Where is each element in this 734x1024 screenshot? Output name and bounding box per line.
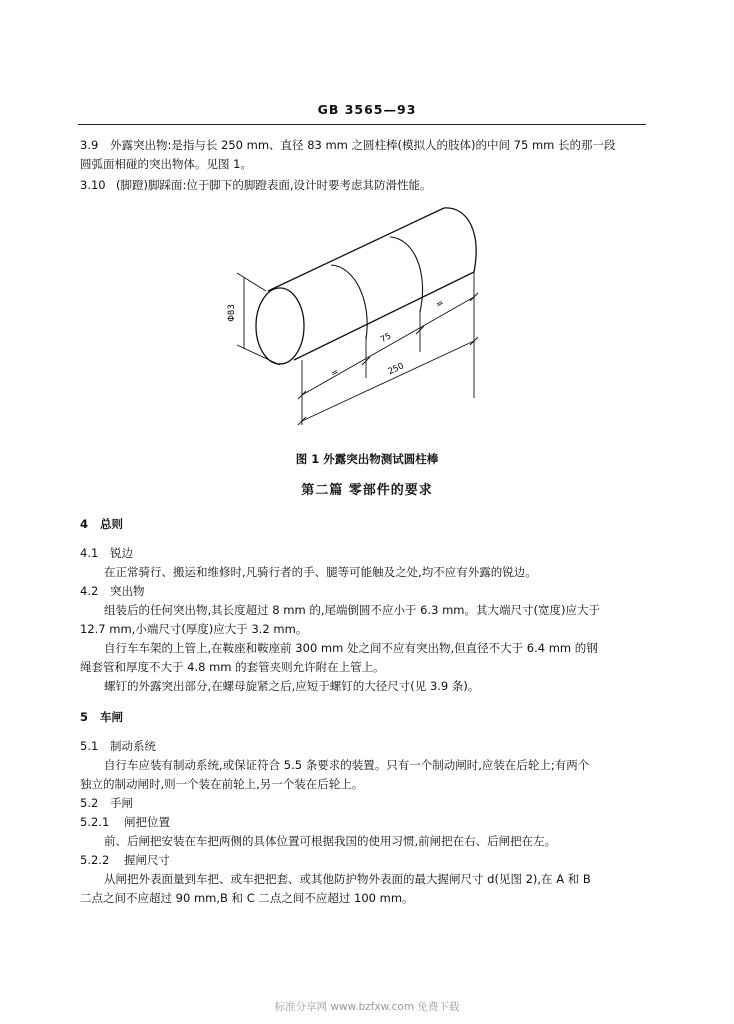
- section-5-number: 5: [80, 710, 89, 724]
- section-5-2-1-text: 前、后闸把安装在车把两侧的具体位置可根据我国的使用习惯,前闸把在右、后闸把在左。: [104, 834, 557, 848]
- section-5-2-2-number: 5.2.2: [80, 853, 110, 867]
- dimension-75-label: 75: [378, 331, 394, 346]
- section-4-2-number: 4.2: [80, 584, 99, 598]
- section-4-title: 总则: [100, 517, 123, 531]
- section-3-10-number: 3.10: [80, 178, 106, 192]
- cylinder-bottom-edge: [294, 272, 474, 360]
- section-5-2-2-text-line2: 二点之间不应超过 90 mm,B 和 C 二点之间不应超过 100 mm。: [80, 891, 414, 905]
- figure-1-cylinder-drawing: [0, 0, 734, 450]
- footer-watermark: 标准分享网 www.bzfxw.com 免费下载: [274, 1001, 460, 1013]
- section-3-9-text-line2: 圆弧面相碰的突出物体。见图 1。: [80, 157, 252, 171]
- section-5-2-number: 5.2: [80, 796, 99, 810]
- section-5-2-1-number: 5.2.1: [80, 815, 110, 829]
- section-4-1-text: 在正常骑行、搬运和维修时,凡骑行者的手、腿等可能触及之处,均不应有外露的锐边。: [104, 565, 537, 579]
- section-4-1-number: 4.1: [80, 546, 99, 560]
- cylinder-left-end: [256, 288, 304, 364]
- section-4-2-text-line2: 12.7 mm,小端尺寸(厚度)应大于 3.2 mm。: [80, 622, 308, 636]
- diameter-label: Φ83: [227, 304, 237, 322]
- figure-1-caption: 图 1 外露突出物测试圆柱棒: [295, 452, 439, 466]
- band-line-right: [390, 237, 423, 312]
- standard-number-header: GB 3565—93: [317, 102, 417, 117]
- section-5-2-title: 手闸: [110, 796, 133, 810]
- section-5-title: 车闸: [100, 710, 123, 724]
- section-4-2-text-line3: 自行车车架的上管上,在鞍座和鞍座前 300 mm 处之间不应有突出物,但直径不大于 6.4 mm 的钢: [104, 641, 598, 655]
- section-5-2-2-text-line1: 从闸把外表面量到车把、或车把把套、或其他防护物外表面的最大握闸尺寸 d(见图 2),在 A 和 B: [104, 872, 591, 886]
- cylinder-right-end: [444, 208, 476, 272]
- section-5-2-2-title: 握闸尺寸: [124, 853, 170, 867]
- section-4-2-title: 突出物: [110, 584, 145, 598]
- part-title: 第二篇 零部件的要求: [301, 483, 433, 498]
- section-5-1-title: 制动系统: [110, 739, 156, 753]
- section-5-1-text-line1: 自行车应装有制动系统,或保证符合 5.5 条要求的装置。只有一个制动闸时,应装在后轮上;有两个: [104, 758, 590, 772]
- section-3-9-number: 3.9: [80, 138, 99, 152]
- section-5-2-1-title: 闸把位置: [124, 815, 170, 829]
- section-4-2-text-line5: 螺钉的外露突出部分,在螺母旋紧之后,应短于螺钉的大径尺寸(见 3.9 条)。: [104, 679, 480, 693]
- section-4-2-text-line4: 绳套管和厚度不大于 4.8 mm 的套管夹则允许附在上管上。: [80, 660, 385, 674]
- section-3-10-text: (脚蹬)脚踩面:位于脚下的脚蹬表面,设计时要考虑其防滑性能。: [116, 178, 432, 192]
- dimension-equal-left: =: [329, 367, 341, 380]
- section-4-1-title: 锐边: [110, 546, 133, 560]
- dia-extension-top: [237, 273, 266, 291]
- section-5-1-number: 5.1: [80, 739, 99, 753]
- dimension-250-label: 250: [386, 361, 406, 378]
- cylinder-top-edge: [268, 208, 444, 291]
- section-4-2-text-line1: 组装后的任何突出物,其长度超过 8 mm 的,尾端倒圆不应小于 6.3 mm。其大端尺寸(宽度)应大于: [104, 603, 600, 617]
- band-line-left: [331, 265, 367, 339]
- segment-dimension-line: [302, 297, 474, 395]
- dia-extension-bottom: [237, 345, 280, 365]
- dimension-equal-right: =: [434, 298, 446, 311]
- total-dimension-line: [302, 341, 474, 421]
- section-3-9-text-line1: 外露突出物:是指与长 250 mm、直径 83 mm 之圆柱棒(模拟人的肢体)的中间 75 mm 长的那一段: [110, 138, 616, 152]
- section-4-number: 4: [80, 517, 89, 531]
- section-5-1-text-line2: 独立的制动闸时,则一个装在前轮上,另一个装在后轮上。: [80, 777, 364, 791]
